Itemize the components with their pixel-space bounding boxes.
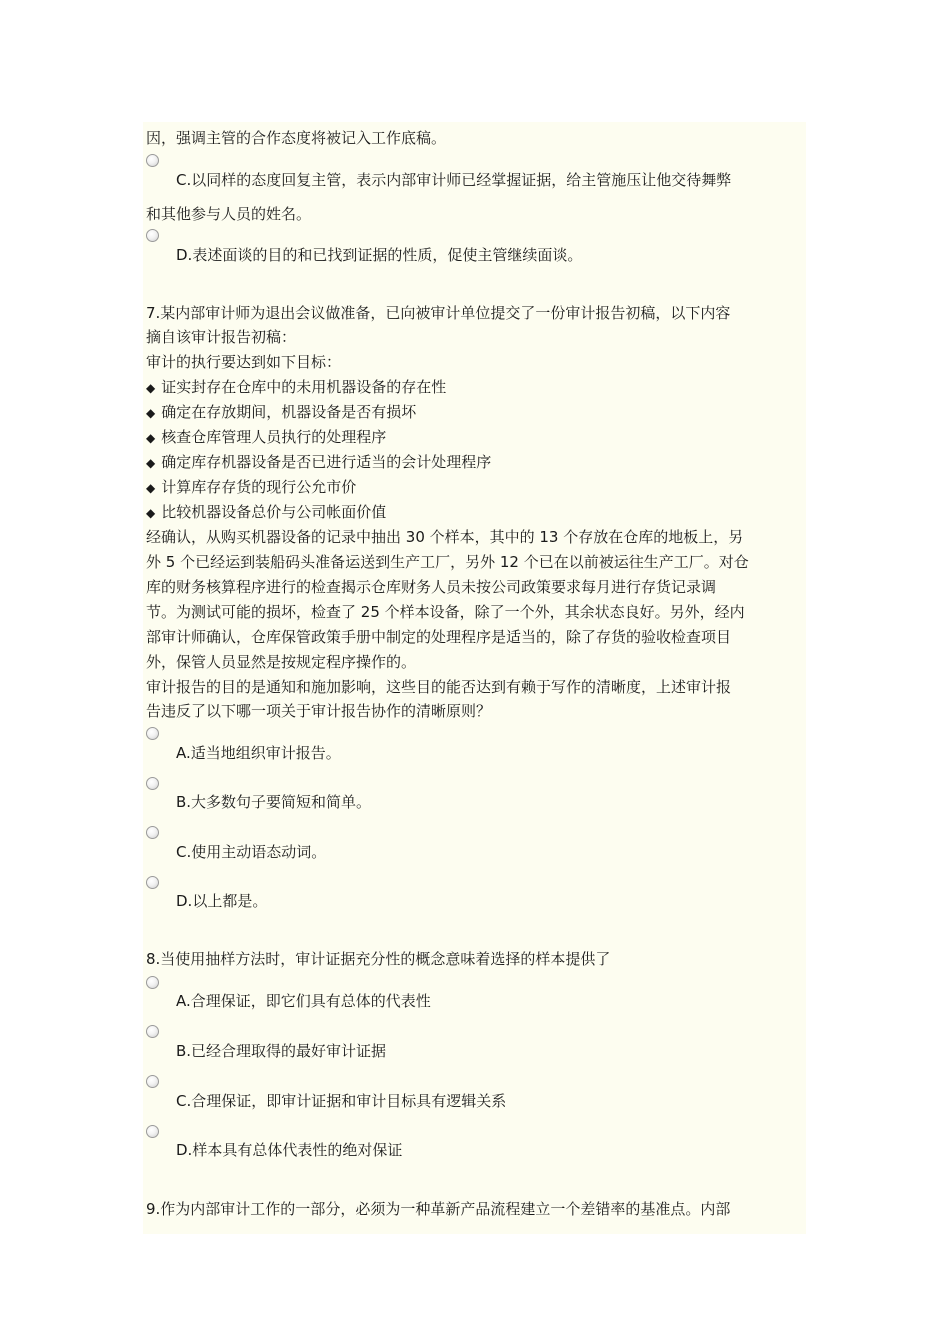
- q7-body-line7: 审计报告的目的是通知和施加影响，这些目的能否达到有赖于写作的清晰度，上述审计报: [146, 678, 732, 696]
- q7-option-a-text[interactable]: A.适当地组织审计报告。: [176, 744, 341, 762]
- q7-body-line6: 外，保管人员显然是按规定程序操作的。: [146, 653, 417, 671]
- q7-bullet-4: ◆ 确定库存机器设备是否已进行适当的会计处理程序: [146, 452, 491, 473]
- q9-title: 9.作为内部审计工作的一部分，必须为一种革新产品流程建立一个差错率的基准点。内部: [146, 1200, 731, 1218]
- q6-continuation: 因，强调主管的合作态度将被记入工作底稿。: [146, 129, 447, 147]
- q7-body-line8: 告违反了以下哪一项关于审计报告协作的清晰原则？: [146, 702, 492, 720]
- q7-body-line4: 节。为测试可能的损坏，检查了 25 个样本设备，除了一个外，其余状态良好。另外，经内: [146, 603, 745, 621]
- q7-body-line2: 外 5 个已经运到装船码头准备运送到生产工厂，另外 12 个已在以前被运往生产工厂。对仓: [146, 553, 749, 571]
- q7-bullet-3: ◆ 核查仓库管理人员执行的处理程序: [146, 427, 386, 448]
- q6-option-d-radio[interactable]: [146, 229, 159, 242]
- q7-title-line2: 摘自该审计报告初稿：: [146, 328, 297, 346]
- q8-option-c-text[interactable]: C.合理保证，即审计证据和审计目标具有逻辑关系: [176, 1092, 507, 1110]
- q7-body-line3: 库的财务核算程序进行的检查揭示仓库财务人员未按公司政策要求每月进行存货记录调: [146, 578, 717, 596]
- q7-option-c-radio[interactable]: [146, 826, 159, 839]
- q7-body-line5: 部审计师确认，仓库保管政策手册中制定的处理程序是适当的，除了存货的验收检查项目: [146, 628, 732, 646]
- q7-body-line1: 经确认，从购买机器设备的记录中抽出 30 个样本，其中的 13 个存放在仓库的地板上，另: [146, 528, 744, 546]
- q8-option-d-radio[interactable]: [146, 1125, 159, 1138]
- q7-bullet-5: ◆ 计算库存存货的现行公允市价: [146, 477, 356, 498]
- q8-title: 8.当使用抽样方法时，审计证据充分性的概念意味着选择的样本提供了: [146, 950, 611, 968]
- q7-bullet-2: ◆ 确定在存放期间，机器设备是否有损坏: [146, 402, 416, 423]
- q8-option-b-radio[interactable]: [146, 1025, 159, 1038]
- q7-option-a-radio[interactable]: [146, 727, 159, 740]
- q8-option-b-text[interactable]: B.已经合理取得的最好审计证据: [176, 1042, 387, 1060]
- q7-option-b-text[interactable]: B.大多数句子要简短和简单。: [176, 793, 372, 811]
- q8-option-a-text[interactable]: A.合理保证，即它们具有总体的代表性: [176, 992, 431, 1010]
- q7-intro: 审计的执行要达到如下目标：: [146, 353, 342, 371]
- q7-option-d-text[interactable]: D.以上都是。: [176, 892, 268, 910]
- q8-option-d-text[interactable]: D.样本具有总体代表性的绝对保证: [176, 1141, 403, 1159]
- q7-option-d-radio[interactable]: [146, 876, 159, 889]
- q8-option-c-radio[interactable]: [146, 1075, 159, 1088]
- q8-option-a-radio[interactable]: [146, 976, 159, 989]
- q6-option-c-radio[interactable]: [146, 154, 159, 167]
- q7-title-line1: 7.某内部审计师为退出会议做准备，已向被审计单位提交了一份审计报告初稿，以下内容: [146, 304, 731, 322]
- q7-bullet-1: ◆ 证实封存在仓库中的未用机器设备的存在性: [146, 377, 446, 398]
- q6-option-d-text[interactable]: D.表述面谈的目的和已找到证据的性质，促使主管继续面谈。: [176, 246, 583, 264]
- q7-bullet-6: ◆ 比较机器设备总价与公司帐面价值: [146, 502, 386, 523]
- q7-option-c-text[interactable]: C.使用主动语态动词。: [176, 843, 327, 861]
- q6-option-c-line2: 和其他参与人员的姓名。: [146, 205, 312, 223]
- q7-option-b-radio[interactable]: [146, 777, 159, 790]
- q6-option-c-line1[interactable]: C.以同样的态度回复主管，表示内部审计师已经掌握证据，给主管施压让他交待舞弊: [176, 171, 732, 189]
